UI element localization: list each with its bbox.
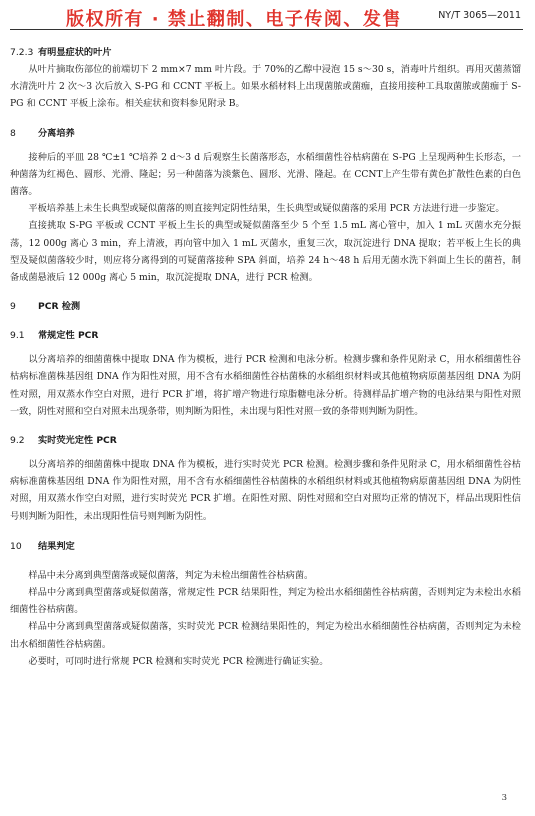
paragraph: 接种后的平皿 28 ℃±1 ℃培养 2 d～3 d 后观察生长菌落形态，水稻细菌性谷枯病菌在 S-PG 上呈现两种生长形态，一种菌落为红褐色、圆形、光滑、隆起；另一种菌落为淡紫色、圆形、光滑、隆起。在 CCNT上产生带有黄色扩散性色素的白色菌落。: [10, 151, 521, 198]
section-title: 有明显症状的叶片: [38, 47, 112, 58]
paragraph: 样品中分离到典型菌落或疑似菌落，常规定性 PCR 结果阳性，判定为检出水稻细菌性谷枯病菌，否则判定为未检出水稻细菌性谷枯病菌。: [10, 587, 521, 616]
section-number: 7.2.3: [10, 47, 34, 58]
paragraph: 样品中未分离到典型菌落或疑似菌落，判定为未检出细菌性谷枯病菌。: [28, 569, 314, 581]
paragraph: 样品中分离到典型菌落或疑似菌落，实时荧光 PCR 检测结果阳性的，判定为检出水稻细菌性谷枯病菌，否则判定为未检出水稻细菌性谷枯病菌。: [10, 621, 521, 650]
section-number: 9.2: [10, 435, 25, 447]
section-title: 分离培养: [38, 127, 75, 139]
paragraph: 以分离培养的细菌菌株中提取 DNA 作为模板，进行 PCR 检测和电泳分析。检测步骤和条件见附录 C，用水稻细菌性谷枯病标准菌株基因组 DNA 作为阳性对照，用不含有水稻细菌性谷枯菌株的水稻组织材料或其他植物病原菌基因组 DNA 为阴性对照，用双蒸水作空白对照，进行 PCR 扩增，将扩增产物进行琼脂糖电泳分析。待测样品扩增产物的电泳结果与阳性对照一致，阴性对照和空白对照未出现条带，则判断为阳性，未出现与阳性对照一致的条带则判断为阴性。: [10, 354, 521, 417]
section-number: 9.1: [10, 330, 25, 342]
section-number: 10: [10, 540, 22, 552]
section-title: PCR 检测: [38, 301, 81, 313]
document-body: [10, 44, 521, 670]
section-heading-9-2: [10, 432, 521, 449]
paragraph: 从叶片摘取伤部位的前端切下 2 mm×7 mm 叶片段。于 70%的乙醇中浸泡 15 s～30 s，消毒叶片组织。再用灭菌蒸馏水清洗叶片 2 次～3 次后放入 S-PG 和 CCNT 平板上。如果水稻材料上出现菌脓或菌痂，直接用接种工具取菌脓或菌痂于 S-PG 和 CCNT 平板上涂布。相关症状和资料参见附录 B。: [10, 64, 521, 110]
section-heading-9: [10, 298, 521, 315]
section-title: 实时荧光定性 PCR: [38, 435, 117, 447]
section-heading-9-1: [10, 327, 521, 344]
section-heading-10: [10, 538, 521, 555]
page-number: 3: [501, 793, 507, 803]
section-number: 9: [10, 301, 16, 313]
section-heading-7-2-3: [10, 44, 521, 61]
section-title: 结果判定: [38, 540, 75, 552]
copyright-watermark: 版权所有 · 禁止翻制、电子传阅、发售: [66, 9, 402, 30]
paragraph: 以分离培养的细菌菌株中提取 DNA 作为模板，进行实时荧光 PCR 检测。检测步骤和条件见附录 C，用水稻细菌性谷枯病标准菌株基因组 DNA 作为阳性对照，用不含有水稻细菌性谷枯菌株的水稻组织材料或其他植物病原菌基因组 DNA 为阴性对照，用双蒸水作空白对照，进行实时荧光 PCR 扩增。在阳性对照、阴性对照和空白对照均正常的情况下，样品出现阳性信号则判断为阳性，未出现阳性信号则判断为阴性。: [10, 459, 521, 522]
standard-number: NY/T 3065—2011: [438, 10, 521, 21]
section-heading-8: [10, 125, 521, 142]
paragraph: 必要时，可同时进行常规 PCR 检测和实时荧光 PCR 检测进行确证实验。: [28, 655, 329, 667]
paragraph: 平板培养基上未生长典型或疑似菌落的则直接判定阴性结果，生长典型或疑似菌落的采用 PCR 方法进行进一步鉴定。: [28, 203, 505, 215]
section-title: 常规定性 PCR: [38, 330, 99, 342]
paragraph: 直接挑取 S-PG 平板或 CCNT 平板上生长的典型或疑似菌落至少 5 个至 1.5 mL 离心管中，加入 1 mL 灭菌水充分振荡，12 000g 离心 3 min，弃上清液，再向管中加入 1 mL 灭菌水，重复三次，取沉淀进行 DNA 提取；若平板上生长的典型及疑似菌落较少时，则应将分离得到的可疑菌落接种 SPA 斜面，培养 24 h～48 h 后用无菌水洗下斜面上生长的菌苔，制备成菌悬液后 12 000g 离心 5 min，取沉淀提取 DNA，进行 PCR 检测。: [10, 220, 521, 284]
section-number: 8: [10, 127, 16, 139]
